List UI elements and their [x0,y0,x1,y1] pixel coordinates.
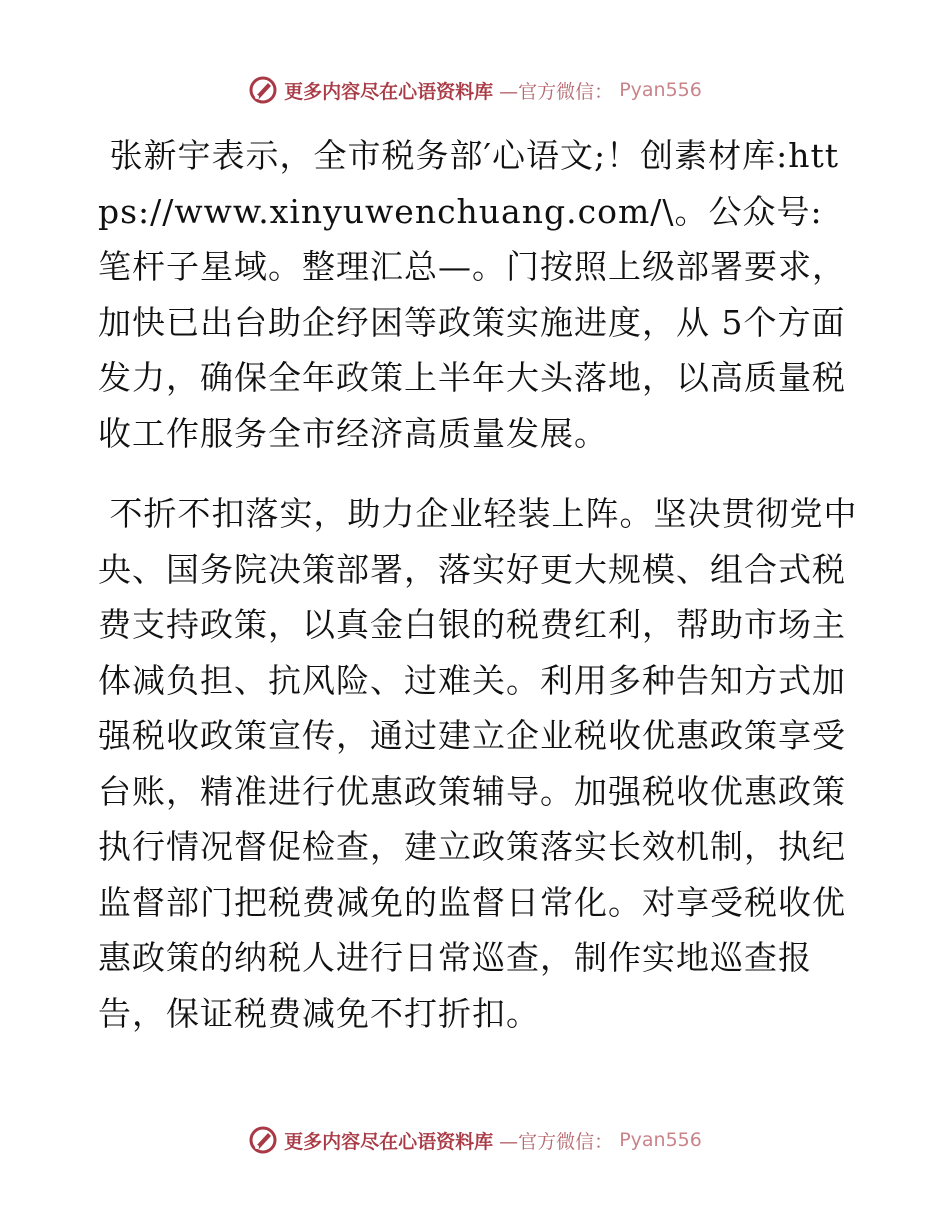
footer-watermark [0,1120,950,1160]
watermark-id-text: Pyan556 [619,79,702,101]
watermark-id-text: Pyan556 [619,1129,702,1151]
watermark-sub-text: —官方微信： [499,1130,614,1153]
brush-seal-icon [248,75,278,105]
header-watermark [0,70,950,110]
watermark-main-text: 更多内容尽在心语资料库 [284,1130,494,1153]
document-body [98,128,858,1041]
paragraph-2: 不折不扣落实，助力企业轻装上阵。坚决贯彻党中央、国务院决策部署，落实好更大规模、组合式税费支持政策，以真金白银的税费红利，帮助市场主体减负担、抗风险、过难关。利用多种告知方式加强税收政策宣传，通过建立企业税收优惠政策享受台账，精准进行优惠政策辅导。加强税收优惠政策执行情况督促检查，建立政策落实长效机制，执纪监督部门把税费减免的监督日常化。对享受税收优惠政策的纳税人进行日常巡查，制作实地巡查报告，保证税费减免不打折扣。 [98,494,858,1033]
watermark-sub-text: —官方微信： [499,80,614,103]
watermark-main-text: 更多内容尽在心语资料库 [284,80,494,103]
brush-seal-icon [248,1125,278,1155]
paragraph-1: 张新宇表示，全市税务部′心语文;！创素材库:https://www.xinyuwenchuang.com/\。公众号: 笔杆子星域。整理汇总—。门按照上级部署要求，加快已出台助企纾困等政策实施进度，从 5个方面发力，确保全年政策上半年大头落地，以高质量税收工作服务全市经济高质量发展。 [98,136,846,453]
